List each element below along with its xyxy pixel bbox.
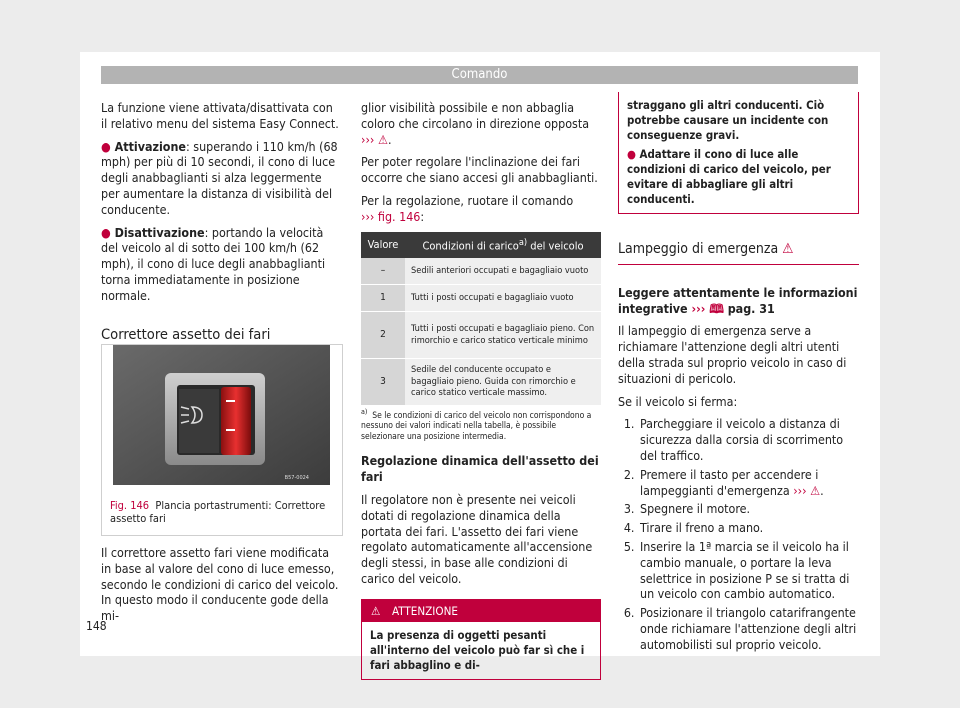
table-row: – Sedili anteriori occupati e bagagliaio vuoto (361, 258, 601, 285)
warning-continued: straggano gli altri conducenti. Ciò potrebbe causare un incidente con conseguenze gravi. (627, 98, 829, 142)
para-rotate-control: Per la regolazione, ruotare il comando ››› fig. 146: (361, 192, 574, 224)
section-title-headlight-range: Correttore assetto dei fari (101, 327, 342, 350)
table-footnote: $^{a)}$ Se le condizioni di carico del veicolo non corrispondono a nessuno dei valori indicati nella tabella, è possibile selezionare una posizione intermedia. (361, 406, 592, 443)
list-item: 1. Parcheggiare il veicolo a distanza di sicurezza dalla corsia di scorrimento del traffico. (638, 416, 859, 463)
table-header-value: Valore (361, 232, 405, 258)
warning-icon: ⚠ (782, 241, 794, 257)
figure-code: B57-0024 (284, 475, 309, 481)
warning-header: ⚠ ATTENZIONE (362, 600, 600, 622)
warning-box (361, 599, 601, 680)
para-visibility: glior visibilità possibile e non abbaglia coloro che circolano in direzione opposta ››› ⚠. (361, 100, 590, 147)
warning-text: La presenza di oggetti pesanti all'interno del veicolo può far sì che i fari abbaglino e di- (370, 627, 585, 672)
warning-bullet: ● Adattare il cono di luce alle condizioni di carico del veicolo, per evitare di abbagliare gli altri conducenti. (627, 147, 831, 206)
book-icon: 🕮 (709, 300, 724, 316)
table-header-conditions: Condizioni di carico$^{a)}$ del veicolo (405, 232, 601, 258)
header-title: Comando (451, 67, 508, 82)
headlight-control-photo (113, 345, 330, 485)
list-item: 5. Inserire la 1ª marcia se il veicolo ha il cambio manuale, o portare la leva selettrice in posizione P se si tratta di un veicolo con cambio automatico. (638, 539, 859, 602)
warning-icon: ⚠ (371, 603, 381, 618)
figure-146 (101, 344, 343, 536)
list-item: 6. Posizionare il triangolo catarifrangente onde richiamare l'attenzione degli altri automobilisti sul proprio veicolo. (638, 605, 859, 652)
fig-146-link[interactable]: ››› fig. 146 (361, 208, 421, 224)
list-item: 4. Tirare il freno a mano. (638, 520, 859, 536)
list-item: 2. Premere il tasto per accendere i lampeggianti d'emergenza ››› ⚠. (638, 467, 859, 499)
para-headlight-range: Il correttore assetto fari viene modificata in base al valore del cono di luce emesso, secondo le condizioni di carico del veicolo. In questo modo il conducente gode della mi- (101, 545, 339, 624)
header-bar (101, 66, 858, 84)
hazard-stop: Se il veicolo si ferma: (618, 393, 738, 409)
hazard-intro: Il lampeggio di emergenza serve a richiamare l'attenzione degli altri utenti della strada sul proprio veicolo in caso di situazioni di pericolo. (618, 323, 847, 386)
para-dynamic: Il regolatore non è presente nei veicoli dotati di regolazione dinamica della portata dei fari. L'assetto dei fari viene regolato automaticamente all'accensione degli stessi, in base alle condizioni di carico del veicolo. (361, 492, 593, 586)
page-number: 148 (86, 619, 107, 633)
column-2 (361, 100, 601, 680)
steps-list (618, 416, 859, 652)
column-1-bottom (101, 545, 342, 631)
page-31-link[interactable]: pag. 31 (727, 300, 775, 316)
load-table (361, 232, 601, 406)
figure-caption: Fig. 146 Plancia portastrumenti: Correttore assetto fari (110, 499, 326, 525)
column-3 (618, 92, 859, 656)
warning-box-cont (618, 92, 859, 214)
column-1 (101, 100, 342, 349)
bullet-activation: ● Attivazione: superando i 110 km/h (68 mph) per più di 10 secondi, il cono di luce degli anabbaglianti si alza leggermente per aumentare la distanza di visibilità del conducente. (101, 138, 338, 217)
table-row: 2 Tutti i posti occupati e bagagliaio pieno. Con rimorchio e carico statico verticale minimo (361, 311, 601, 358)
bullet-deactivation: ● Disattivazione: portando la velocità del veicolo al di sotto dei 100 km/h (62 mph), il cono di luce degli anabbaglianti torna immediatamente in posizione normale. (101, 224, 326, 303)
section-title-hazard: Lampeggio di emergenza ⚠ (618, 242, 859, 265)
subsection-title: Regolazione dinamica dell'assetto dei fari (361, 453, 599, 485)
table-row: 3 Sedile del conducente occupato e bagagliaio pieno. Guida con rimorchio e carico statico verticale massimo. (361, 358, 601, 405)
read-info: Leggere attentamente le informazioni integrative ››› 🕮 pag. 31 (618, 284, 858, 316)
table-row: 1 Tutti i posti occupati e bagagliaio vuoto (361, 284, 601, 311)
intro-text: La funzione viene attivata/disattivata con il relativo menu del sistema Easy Connect. (101, 100, 339, 131)
para-dipped-beam: Per poter regolare l'inclinazione dei fari occorre che siano accesi gli anabbaglianti. (361, 154, 598, 186)
list-item: 3. Spegnere il motore. (638, 501, 859, 517)
